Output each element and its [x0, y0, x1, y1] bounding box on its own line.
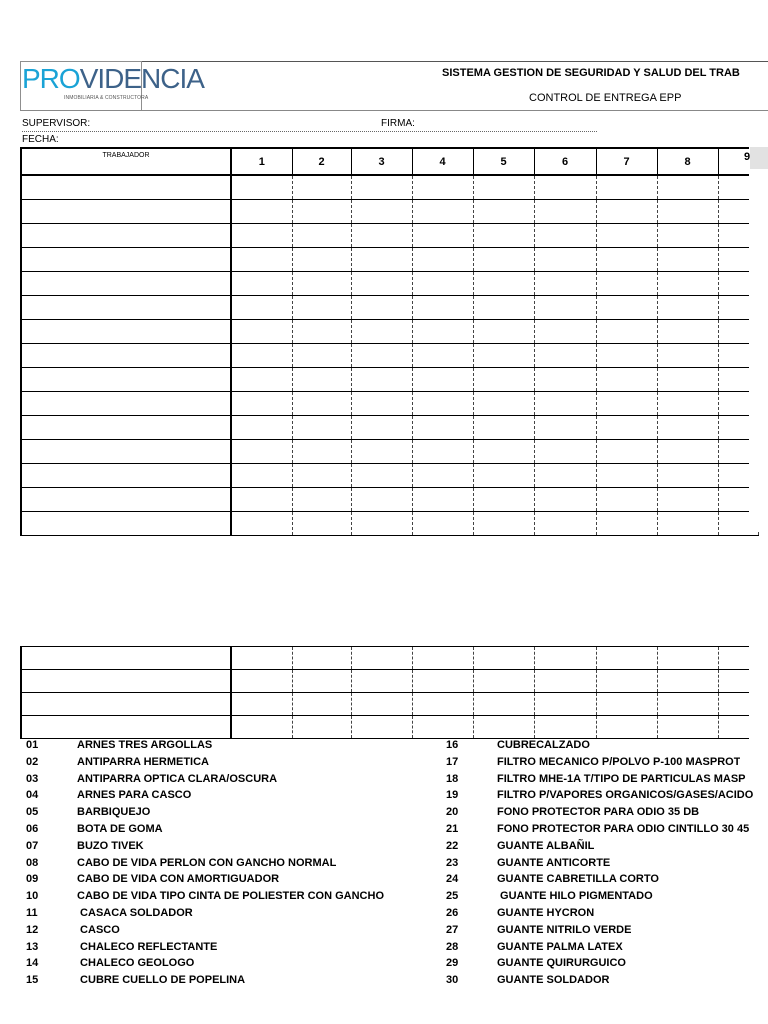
delivery-cell[interactable] [657, 512, 718, 536]
item-name: CABO DE VIDA PERLON CON GANCHO NORMAL [77, 856, 337, 869]
table-row [21, 296, 758, 320]
item-name: BUZO TIVEK [77, 839, 144, 852]
delivery-cell[interactable] [596, 488, 657, 512]
worker-name-cell[interactable] [21, 716, 231, 739]
item-name: CUBRE CUELLO DE POPELINA [77, 974, 246, 987]
delivery-cell[interactable] [473, 693, 534, 716]
delivery-cell[interactable] [351, 464, 412, 488]
worker-name-cell[interactable] [21, 296, 231, 320]
fecha-label: FECHA: [22, 134, 59, 145]
delivery-cell[interactable] [596, 272, 657, 296]
delivery-cell[interactable] [657, 488, 718, 512]
item-code: 13 [26, 940, 39, 953]
delivery-cell[interactable] [596, 175, 657, 200]
delivery-cell[interactable] [473, 512, 534, 536]
item-code: 14 [26, 957, 39, 970]
delivery-cell[interactable] [596, 320, 657, 344]
worker-name-cell[interactable] [21, 224, 231, 248]
delivery-cell[interactable] [596, 296, 657, 320]
table-row [21, 272, 758, 296]
delivery-cell[interactable] [473, 670, 534, 693]
table-row [21, 368, 758, 392]
delivery-cell[interactable] [292, 647, 351, 670]
worker-name-cell[interactable] [21, 200, 231, 224]
delivery-cell[interactable] [657, 368, 718, 392]
item-name: CHALECO GEOLOGO [77, 957, 195, 970]
delivery-cell[interactable] [412, 296, 473, 320]
delivery-cell[interactable] [231, 392, 292, 416]
delivery-cell[interactable] [231, 440, 292, 464]
delivery-cell[interactable] [412, 716, 473, 739]
supervisor-label: SUPERVISOR: [22, 118, 91, 129]
item-name: GUANTE PALMA LATEX [497, 940, 623, 953]
item-code: 08 [26, 856, 39, 869]
delivery-cell[interactable] [292, 440, 351, 464]
delivery-cell[interactable] [231, 248, 292, 272]
delivery-cell[interactable] [292, 416, 351, 440]
delivery-cell[interactable] [412, 416, 473, 440]
delivery-cell[interactable] [351, 224, 412, 248]
delivery-cell[interactable] [596, 512, 657, 536]
delivery-cell[interactable] [534, 464, 596, 488]
delivery-cell[interactable] [534, 647, 596, 670]
delivery-cell[interactable] [231, 175, 292, 200]
item-code: 03 [26, 772, 39, 785]
item-code: 10 [26, 890, 39, 903]
grid-clip [749, 640, 768, 740]
delivery-cell[interactable] [231, 512, 292, 536]
column-header: 8 [657, 148, 718, 175]
worker-name-cell[interactable] [21, 392, 231, 416]
logo-text-pro: PRO [22, 63, 80, 94]
delivery-cell[interactable] [596, 716, 657, 739]
delivery-cell[interactable] [351, 392, 412, 416]
logo-text-videncia: VIDENCIA [79, 63, 204, 94]
delivery-cell[interactable] [412, 693, 473, 716]
delivery-cell[interactable] [534, 296, 596, 320]
delivery-cell[interactable] [596, 693, 657, 716]
delivery-cell[interactable] [412, 272, 473, 296]
delivery-cell[interactable] [351, 296, 412, 320]
worker-name-cell[interactable] [21, 693, 231, 716]
delivery-cell[interactable] [596, 392, 657, 416]
header-bottom-rule [20, 110, 768, 111]
item-code: 06 [26, 823, 39, 835]
table-row [21, 248, 758, 272]
delivery-cell[interactable] [657, 200, 718, 224]
item-code: 25 [446, 890, 459, 903]
item-code: 28 [446, 940, 459, 953]
worker-name-cell[interactable] [21, 344, 231, 368]
item-code: 01 [26, 739, 39, 751]
item-name: ARNES PARA CASCO [77, 789, 192, 802]
delivery-cell[interactable] [657, 647, 718, 670]
table-row [21, 392, 758, 416]
table-row [21, 344, 758, 368]
delivery-cell[interactable] [412, 175, 473, 200]
item-code: 29 [446, 957, 459, 970]
delivery-cell[interactable] [231, 670, 292, 693]
delivery-cell[interactable] [657, 320, 718, 344]
company-logo [22, 64, 204, 94]
document-title: SISTEMA GESTION DE SEGURIDAD Y SALUD DEL TRAB [442, 67, 740, 79]
delivery-cell[interactable] [596, 368, 657, 392]
item-code: 09 [26, 873, 39, 886]
delivery-cell[interactable] [351, 512, 412, 536]
column-header: 2 [292, 148, 351, 175]
delivery-cell[interactable] [292, 344, 351, 368]
delivery-cell[interactable] [292, 512, 351, 536]
item-code: 11 [26, 907, 38, 919]
delivery-cell[interactable] [473, 224, 534, 248]
logo-subtitle: INMOBILIARIA & CONSTRUCTORA [64, 95, 149, 101]
item-code: 17 [446, 755, 459, 768]
item-name: GUANTE HYCRON [497, 907, 595, 919]
delivery-cell[interactable] [231, 224, 292, 248]
firma-label: FIRMA: [381, 118, 415, 129]
delivery-cell[interactable] [534, 200, 596, 224]
item-name: GUANTE QUIRURGUICO [497, 957, 626, 970]
item-name: ANTIPARRA OPTICA CLARA/OSCURA [77, 772, 278, 785]
delivery-cell[interactable] [534, 488, 596, 512]
delivery-cell[interactable] [473, 647, 534, 670]
delivery-cell[interactable] [351, 200, 412, 224]
sheet-scroll-handle[interactable] [750, 147, 768, 169]
item-code: 04 [26, 789, 39, 802]
delivery-cell[interactable] [412, 488, 473, 512]
delivery-cell[interactable] [473, 272, 534, 296]
delivery-cell[interactable] [231, 693, 292, 716]
item-name: CASACA SOLDADOR [77, 907, 193, 919]
column-header: 3 [351, 148, 412, 175]
worker-name-cell[interactable] [21, 512, 231, 536]
column-header: 1 [231, 148, 292, 175]
delivery-cell[interactable] [292, 693, 351, 716]
delivery-cell[interactable] [231, 716, 292, 739]
delivery-cell[interactable] [292, 488, 351, 512]
table-row [21, 488, 758, 512]
delivery-cell[interactable] [292, 320, 351, 344]
item-name: GUANTE ANTICORTE [497, 856, 611, 869]
item-name: CHALECO REFLECTANTE [77, 940, 218, 953]
delivery-cell[interactable] [351, 175, 412, 200]
delivery-cell[interactable] [292, 716, 351, 739]
delivery-cell[interactable] [231, 464, 292, 488]
delivery-cell[interactable] [412, 200, 473, 224]
worker-name-cell[interactable] [21, 320, 231, 344]
delivery-cell[interactable] [412, 368, 473, 392]
table-row [21, 716, 758, 739]
delivery-cell[interactable] [596, 248, 657, 272]
delivery-cell[interactable] [231, 488, 292, 512]
delivery-cell[interactable] [231, 272, 292, 296]
item-code: 30 [446, 974, 459, 987]
delivery-cell[interactable] [657, 272, 718, 296]
delivery-cell[interactable] [231, 344, 292, 368]
delivery-cell[interactable] [292, 175, 351, 200]
worker-name-cell[interactable] [21, 647, 231, 670]
delivery-cell[interactable] [473, 296, 534, 320]
delivery-cell[interactable] [412, 512, 473, 536]
item-code: 07 [26, 839, 39, 852]
item-name: GUANTE SOLDADOR [497, 974, 610, 987]
worker-name-cell[interactable] [21, 248, 231, 272]
item-name: CASCO [77, 923, 120, 936]
delivery-cell[interactable] [657, 440, 718, 464]
delivery-cell[interactable] [292, 464, 351, 488]
delivery-cell[interactable] [412, 320, 473, 344]
delivery-cell[interactable] [351, 647, 412, 670]
delivery-cell[interactable] [473, 344, 534, 368]
delivery-cell[interactable] [596, 224, 657, 248]
delivery-cell[interactable] [351, 416, 412, 440]
delivery-cell[interactable] [657, 224, 718, 248]
delivery-cell[interactable] [412, 224, 473, 248]
delivery-cell[interactable] [534, 344, 596, 368]
delivery-cell[interactable] [351, 248, 412, 272]
delivery-cell[interactable] [473, 368, 534, 392]
delivery-table [20, 147, 759, 536]
delivery-cell[interactable] [231, 296, 292, 320]
delivery-cell[interactable] [473, 200, 534, 224]
delivery-cell[interactable] [412, 344, 473, 368]
delivery-cell[interactable] [534, 224, 596, 248]
item-name: ARNES TRES ARGOLLAS [77, 739, 213, 751]
delivery-cell[interactable] [412, 248, 473, 272]
item-name: FONO PROTECTOR PARA ODIO 35 DB [497, 806, 700, 819]
delivery-cell[interactable] [292, 368, 351, 392]
item-name: CABO DE VIDA CON AMORTIGUADOR [77, 873, 280, 886]
item-code: 12 [26, 923, 39, 936]
worker-name-cell[interactable] [21, 440, 231, 464]
worker-name-cell[interactable] [21, 464, 231, 488]
item-code: 18 [446, 772, 459, 785]
column-header: 6 [534, 148, 596, 175]
delivery-cell[interactable] [473, 416, 534, 440]
item-code: 24 [446, 873, 459, 886]
item-code: 20 [446, 806, 459, 819]
delivery-cell[interactable] [292, 248, 351, 272]
table-row [21, 320, 758, 344]
item-name: BOTA DE GOMA [77, 823, 163, 835]
delivery-cell[interactable] [412, 670, 473, 693]
item-name: GUANTE NITRILO VERDE [497, 923, 632, 936]
grid-clip [749, 140, 768, 530]
item-name: GUANTE HILO PIGMENTADO [497, 890, 653, 903]
delivery-cell[interactable] [534, 716, 596, 739]
item-name: FONO PROTECTOR PARA ODIO CINTILLO 30 45 [497, 823, 750, 835]
delivery-cell[interactable] [412, 440, 473, 464]
item-name: BARBIQUEJO [77, 806, 151, 819]
delivery-cell[interactable] [473, 440, 534, 464]
delivery-cell[interactable] [657, 416, 718, 440]
delivery-cell[interactable] [473, 175, 534, 200]
delivery-cell[interactable] [534, 368, 596, 392]
delivery-cell[interactable] [231, 320, 292, 344]
table-row [21, 647, 758, 670]
column-header: 5 [473, 148, 534, 175]
delivery-cell[interactable] [657, 248, 718, 272]
item-code: 02 [26, 755, 39, 768]
item-code: 16 [446, 739, 459, 751]
worker-name-cell[interactable] [21, 488, 231, 512]
delivery-cell[interactable] [596, 344, 657, 368]
delivery-cell[interactable] [292, 296, 351, 320]
item-code: 22 [446, 839, 459, 852]
worker-name-cell[interactable] [21, 175, 231, 200]
delivery-cell[interactable] [657, 296, 718, 320]
table-row [21, 693, 758, 716]
delivery-cell[interactable] [657, 175, 718, 200]
delivery-cell[interactable] [231, 200, 292, 224]
worker-name-cell[interactable] [21, 272, 231, 296]
item-name: GUANTE ALBAÑIL [497, 839, 595, 852]
item-code: 26 [446, 907, 459, 919]
delivery-cell[interactable] [412, 464, 473, 488]
item-name: FILTRO MHE-1A T/TIPO DE PARTICULAS MASP [497, 772, 746, 785]
delivery-cell[interactable] [534, 175, 596, 200]
table-header-row [21, 148, 758, 175]
delivery-cell[interactable] [351, 670, 412, 693]
delivery-cell[interactable] [412, 647, 473, 670]
column-header: 7 [596, 148, 657, 175]
delivery-cell[interactable] [657, 670, 718, 693]
delivery-cell[interactable] [231, 416, 292, 440]
delivery-cell[interactable] [473, 392, 534, 416]
signature-dotted-line [22, 131, 597, 132]
delivery-cell[interactable] [231, 647, 292, 670]
delivery-cell[interactable] [351, 344, 412, 368]
delivery-cell[interactable] [657, 392, 718, 416]
item-name: FILTRO MECANICO P/POLVO P-100 MASPROT [497, 755, 741, 768]
delivery-cell[interactable] [351, 272, 412, 296]
table-row [21, 440, 758, 464]
delivery-cell[interactable] [534, 320, 596, 344]
worker-name-cell[interactable] [21, 416, 231, 440]
delivery-cell[interactable] [534, 693, 596, 716]
delivery-cell[interactable] [534, 670, 596, 693]
delivery-cell[interactable] [351, 368, 412, 392]
delivery-cell[interactable] [534, 272, 596, 296]
delivery-cell[interactable] [657, 716, 718, 739]
delivery-cell[interactable] [351, 320, 412, 344]
item-code: 23 [446, 856, 459, 869]
delivery-cell[interactable] [657, 464, 718, 488]
item-code: 15 [26, 974, 39, 987]
table-row [21, 224, 758, 248]
delivery-cell[interactable] [596, 647, 657, 670]
delivery-cell[interactable] [473, 248, 534, 272]
delivery-cell[interactable] [351, 440, 412, 464]
delivery-cell[interactable] [473, 488, 534, 512]
delivery-cell[interactable] [292, 224, 351, 248]
delivery-cell[interactable] [292, 670, 351, 693]
table-row [21, 200, 758, 224]
delivery-cell[interactable] [473, 464, 534, 488]
table-row [21, 670, 758, 693]
delivery-cell[interactable] [657, 693, 718, 716]
delivery-cell[interactable] [292, 392, 351, 416]
delivery-cell[interactable] [231, 368, 292, 392]
delivery-cell[interactable] [596, 200, 657, 224]
table-row [21, 175, 758, 200]
delivery-cell[interactable] [473, 716, 534, 739]
delivery-cell[interactable] [596, 464, 657, 488]
item-name: GUANTE CABRETILLA CORTO [497, 873, 659, 886]
delivery-table-continued [20, 646, 759, 739]
column-header-9: 9 [744, 151, 751, 163]
delivery-cell[interactable] [351, 693, 412, 716]
delivery-cell[interactable] [351, 488, 412, 512]
delivery-cell[interactable] [534, 392, 596, 416]
trabajador-header: TRABAJADOR [21, 148, 231, 175]
table-row [21, 512, 758, 536]
delivery-cell[interactable] [534, 512, 596, 536]
delivery-cell[interactable] [534, 440, 596, 464]
item-code: 27 [446, 923, 459, 936]
delivery-cell[interactable] [596, 416, 657, 440]
item-name: ANTIPARRA HERMETICA [77, 755, 209, 768]
delivery-cell[interactable] [292, 272, 351, 296]
column-header: 4 [412, 148, 473, 175]
delivery-cell[interactable] [657, 344, 718, 368]
item-code: 21 [446, 823, 459, 835]
delivery-cell[interactable] [351, 716, 412, 739]
delivery-cell[interactable] [596, 440, 657, 464]
delivery-cell[interactable] [596, 670, 657, 693]
item-name: FILTRO P/VAPORES ORGANICOS/GASES/ACIDO [497, 789, 754, 802]
delivery-cell[interactable] [534, 416, 596, 440]
header-top-rule [142, 61, 768, 62]
delivery-cell[interactable] [473, 320, 534, 344]
table-row [21, 464, 758, 488]
item-code: 19 [446, 789, 459, 802]
delivery-cell[interactable] [534, 248, 596, 272]
table-row [21, 416, 758, 440]
item-name: CABO DE VIDA TIPO CINTA DE POLIESTER CON GANCHO [77, 890, 384, 903]
document-subtitle: CONTROL DE ENTREGA EPP [529, 92, 682, 104]
worker-name-cell[interactable] [21, 368, 231, 392]
worker-name-cell[interactable] [21, 670, 231, 693]
delivery-cell[interactable] [412, 392, 473, 416]
item-name: CUBRECALZADO [497, 739, 590, 751]
item-code: 05 [26, 806, 39, 819]
delivery-cell[interactable] [292, 200, 351, 224]
